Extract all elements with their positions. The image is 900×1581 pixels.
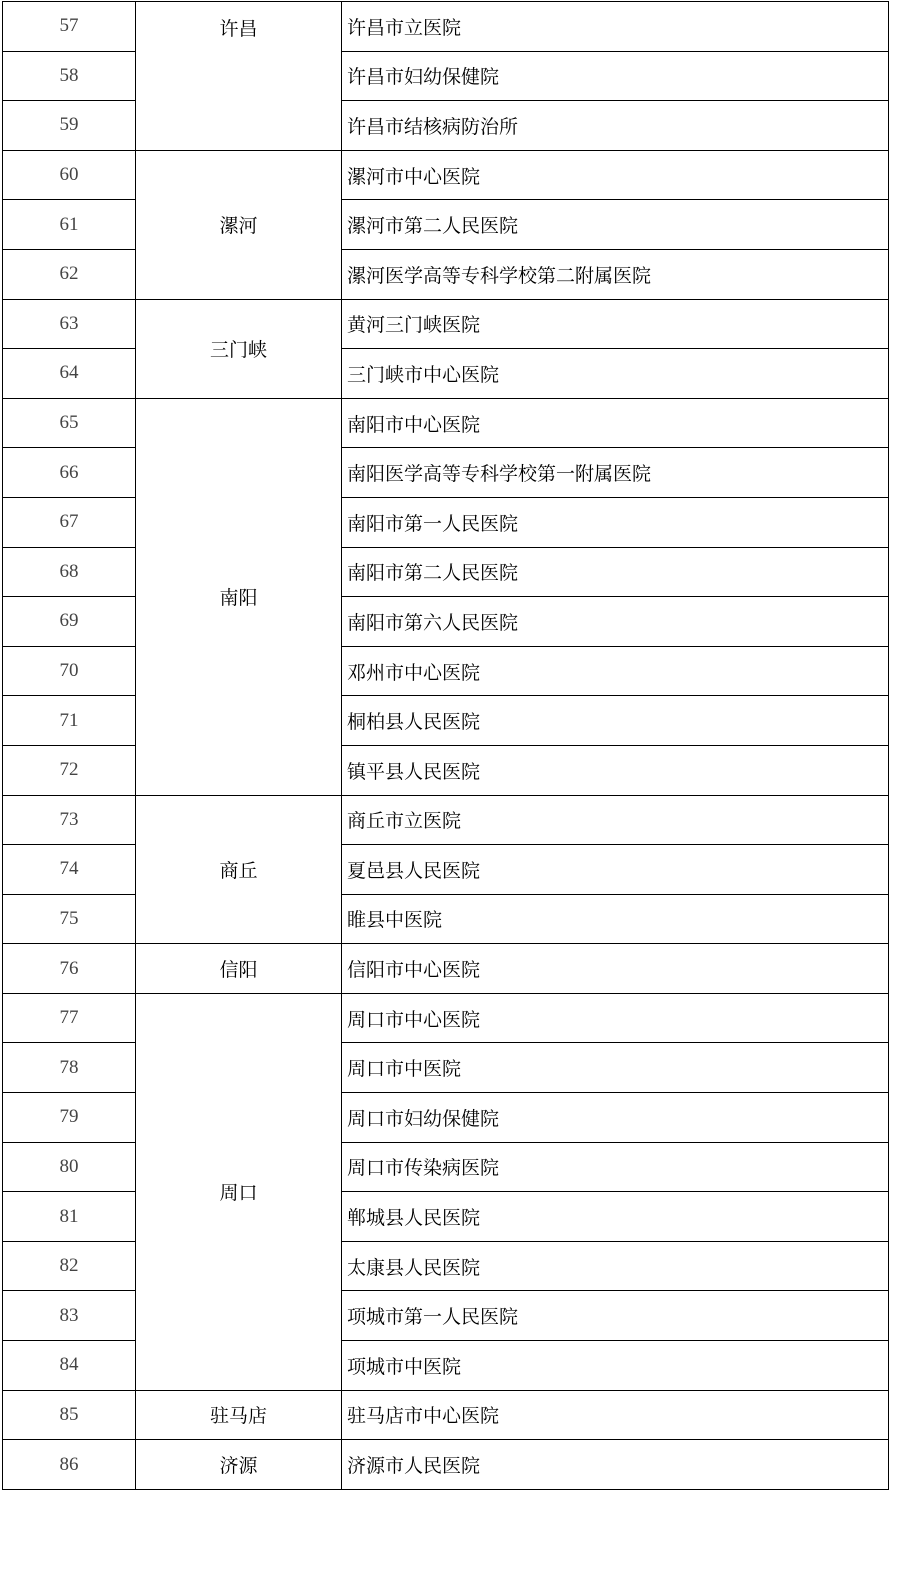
table-row <box>3 944 889 994</box>
city-cell: 信阳 <box>136 944 342 994</box>
hospital-name: 夏邑县人民医院 <box>342 845 889 895</box>
hospital-name: 镇平县人民医院 <box>342 745 889 795</box>
table-row <box>3 51 889 101</box>
table-row <box>3 1142 889 1192</box>
hospital-name: 三门峡市中心医院 <box>342 349 889 399</box>
row-number: 73 <box>3 795 136 845</box>
row-number: 77 <box>3 993 136 1043</box>
hospital-name: 南阳市第六人民医院 <box>342 597 889 647</box>
hospital-name: 周口市妇幼保健院 <box>342 1093 889 1143</box>
row-number: 61 <box>3 200 136 250</box>
table-row <box>3 349 889 399</box>
table-row <box>3 150 889 200</box>
hospital-name: 桐柏县人民医院 <box>342 696 889 746</box>
hospital-name: 邓州市中心医院 <box>342 646 889 696</box>
row-number: 80 <box>3 1142 136 1192</box>
row-number: 79 <box>3 1093 136 1143</box>
row-number: 60 <box>3 150 136 200</box>
row-number: 86 <box>3 1440 136 1490</box>
table-row <box>3 597 889 647</box>
hospital-name: 项城市中医院 <box>342 1341 889 1391</box>
hospital-name: 周口市传染病医院 <box>342 1142 889 1192</box>
city-cell: 南阳 <box>136 398 342 795</box>
row-number: 58 <box>3 51 136 101</box>
table-row <box>3 845 889 895</box>
hospital-name: 南阳市第二人民医院 <box>342 547 889 597</box>
table-row <box>3 299 889 349</box>
table-row <box>3 993 889 1043</box>
city-cell: 济源 <box>136 1440 342 1490</box>
hospital-table <box>2 1 889 1490</box>
table-row <box>3 497 889 547</box>
table-row <box>3 745 889 795</box>
hospital-name: 信阳市中心医院 <box>342 944 889 994</box>
city-cell: 周口 <box>136 993 342 1390</box>
row-number: 65 <box>3 398 136 448</box>
hospital-name: 项城市第一人民医院 <box>342 1291 889 1341</box>
row-number: 81 <box>3 1192 136 1242</box>
city-cell: 驻马店 <box>136 1390 342 1440</box>
table-row <box>3 1043 889 1093</box>
table-row <box>3 398 889 448</box>
city-cell: 许昌 <box>136 2 342 151</box>
table-row <box>3 1241 889 1291</box>
table-row <box>3 448 889 498</box>
city-cell: 商丘 <box>136 795 342 944</box>
row-number: 70 <box>3 646 136 696</box>
row-number: 76 <box>3 944 136 994</box>
table-row <box>3 1390 889 1440</box>
hospital-name: 济源市人民医院 <box>342 1440 889 1490</box>
table-row <box>3 101 889 151</box>
hospital-name: 郸城县人民医院 <box>342 1192 889 1242</box>
hospital-name: 南阳市第一人民医院 <box>342 497 889 547</box>
hospital-name: 漯河医学高等专科学校第二附属医院 <box>342 249 889 299</box>
table-row <box>3 547 889 597</box>
city-cell: 三门峡 <box>136 299 342 398</box>
table-row <box>3 1093 889 1143</box>
table-row <box>3 1291 889 1341</box>
row-number: 57 <box>3 2 136 52</box>
row-number: 75 <box>3 894 136 944</box>
table-row <box>3 249 889 299</box>
row-number: 72 <box>3 745 136 795</box>
table-row <box>3 1440 889 1490</box>
hospital-name: 南阳医学高等专科学校第一附属医院 <box>342 448 889 498</box>
row-number: 62 <box>3 249 136 299</box>
hospital-name: 周口市中医院 <box>342 1043 889 1093</box>
row-number: 84 <box>3 1341 136 1391</box>
row-number: 71 <box>3 696 136 746</box>
hospital-name: 许昌市结核病防治所 <box>342 101 889 151</box>
city-cell: 漯河 <box>136 150 342 299</box>
table-row <box>3 646 889 696</box>
table-row <box>3 795 889 845</box>
row-number: 68 <box>3 547 136 597</box>
row-number: 85 <box>3 1390 136 1440</box>
table-row <box>3 200 889 250</box>
hospital-name: 商丘市立医院 <box>342 795 889 845</box>
table-row <box>3 894 889 944</box>
row-number: 63 <box>3 299 136 349</box>
hospital-name: 太康县人民医院 <box>342 1241 889 1291</box>
hospital-name: 南阳市中心医院 <box>342 398 889 448</box>
table-row <box>3 1341 889 1391</box>
hospital-name: 漯河市中心医院 <box>342 150 889 200</box>
row-number: 66 <box>3 448 136 498</box>
table-row <box>3 2 889 52</box>
row-number: 82 <box>3 1241 136 1291</box>
hospital-name: 黄河三门峡医院 <box>342 299 889 349</box>
row-number: 59 <box>3 101 136 151</box>
hospital-name: 漯河市第二人民医院 <box>342 200 889 250</box>
row-number: 64 <box>3 349 136 399</box>
row-number: 67 <box>3 497 136 547</box>
row-number: 74 <box>3 845 136 895</box>
row-number: 69 <box>3 597 136 647</box>
row-number: 78 <box>3 1043 136 1093</box>
table-row <box>3 1192 889 1242</box>
hospital-name: 许昌市立医院 <box>342 2 889 52</box>
row-number: 83 <box>3 1291 136 1341</box>
hospital-name: 驻马店市中心医院 <box>342 1390 889 1440</box>
hospital-name: 睢县中医院 <box>342 894 889 944</box>
table-row <box>3 696 889 746</box>
hospital-name: 许昌市妇幼保健院 <box>342 51 889 101</box>
hospital-name: 周口市中心医院 <box>342 993 889 1043</box>
table-body <box>3 2 889 1490</box>
